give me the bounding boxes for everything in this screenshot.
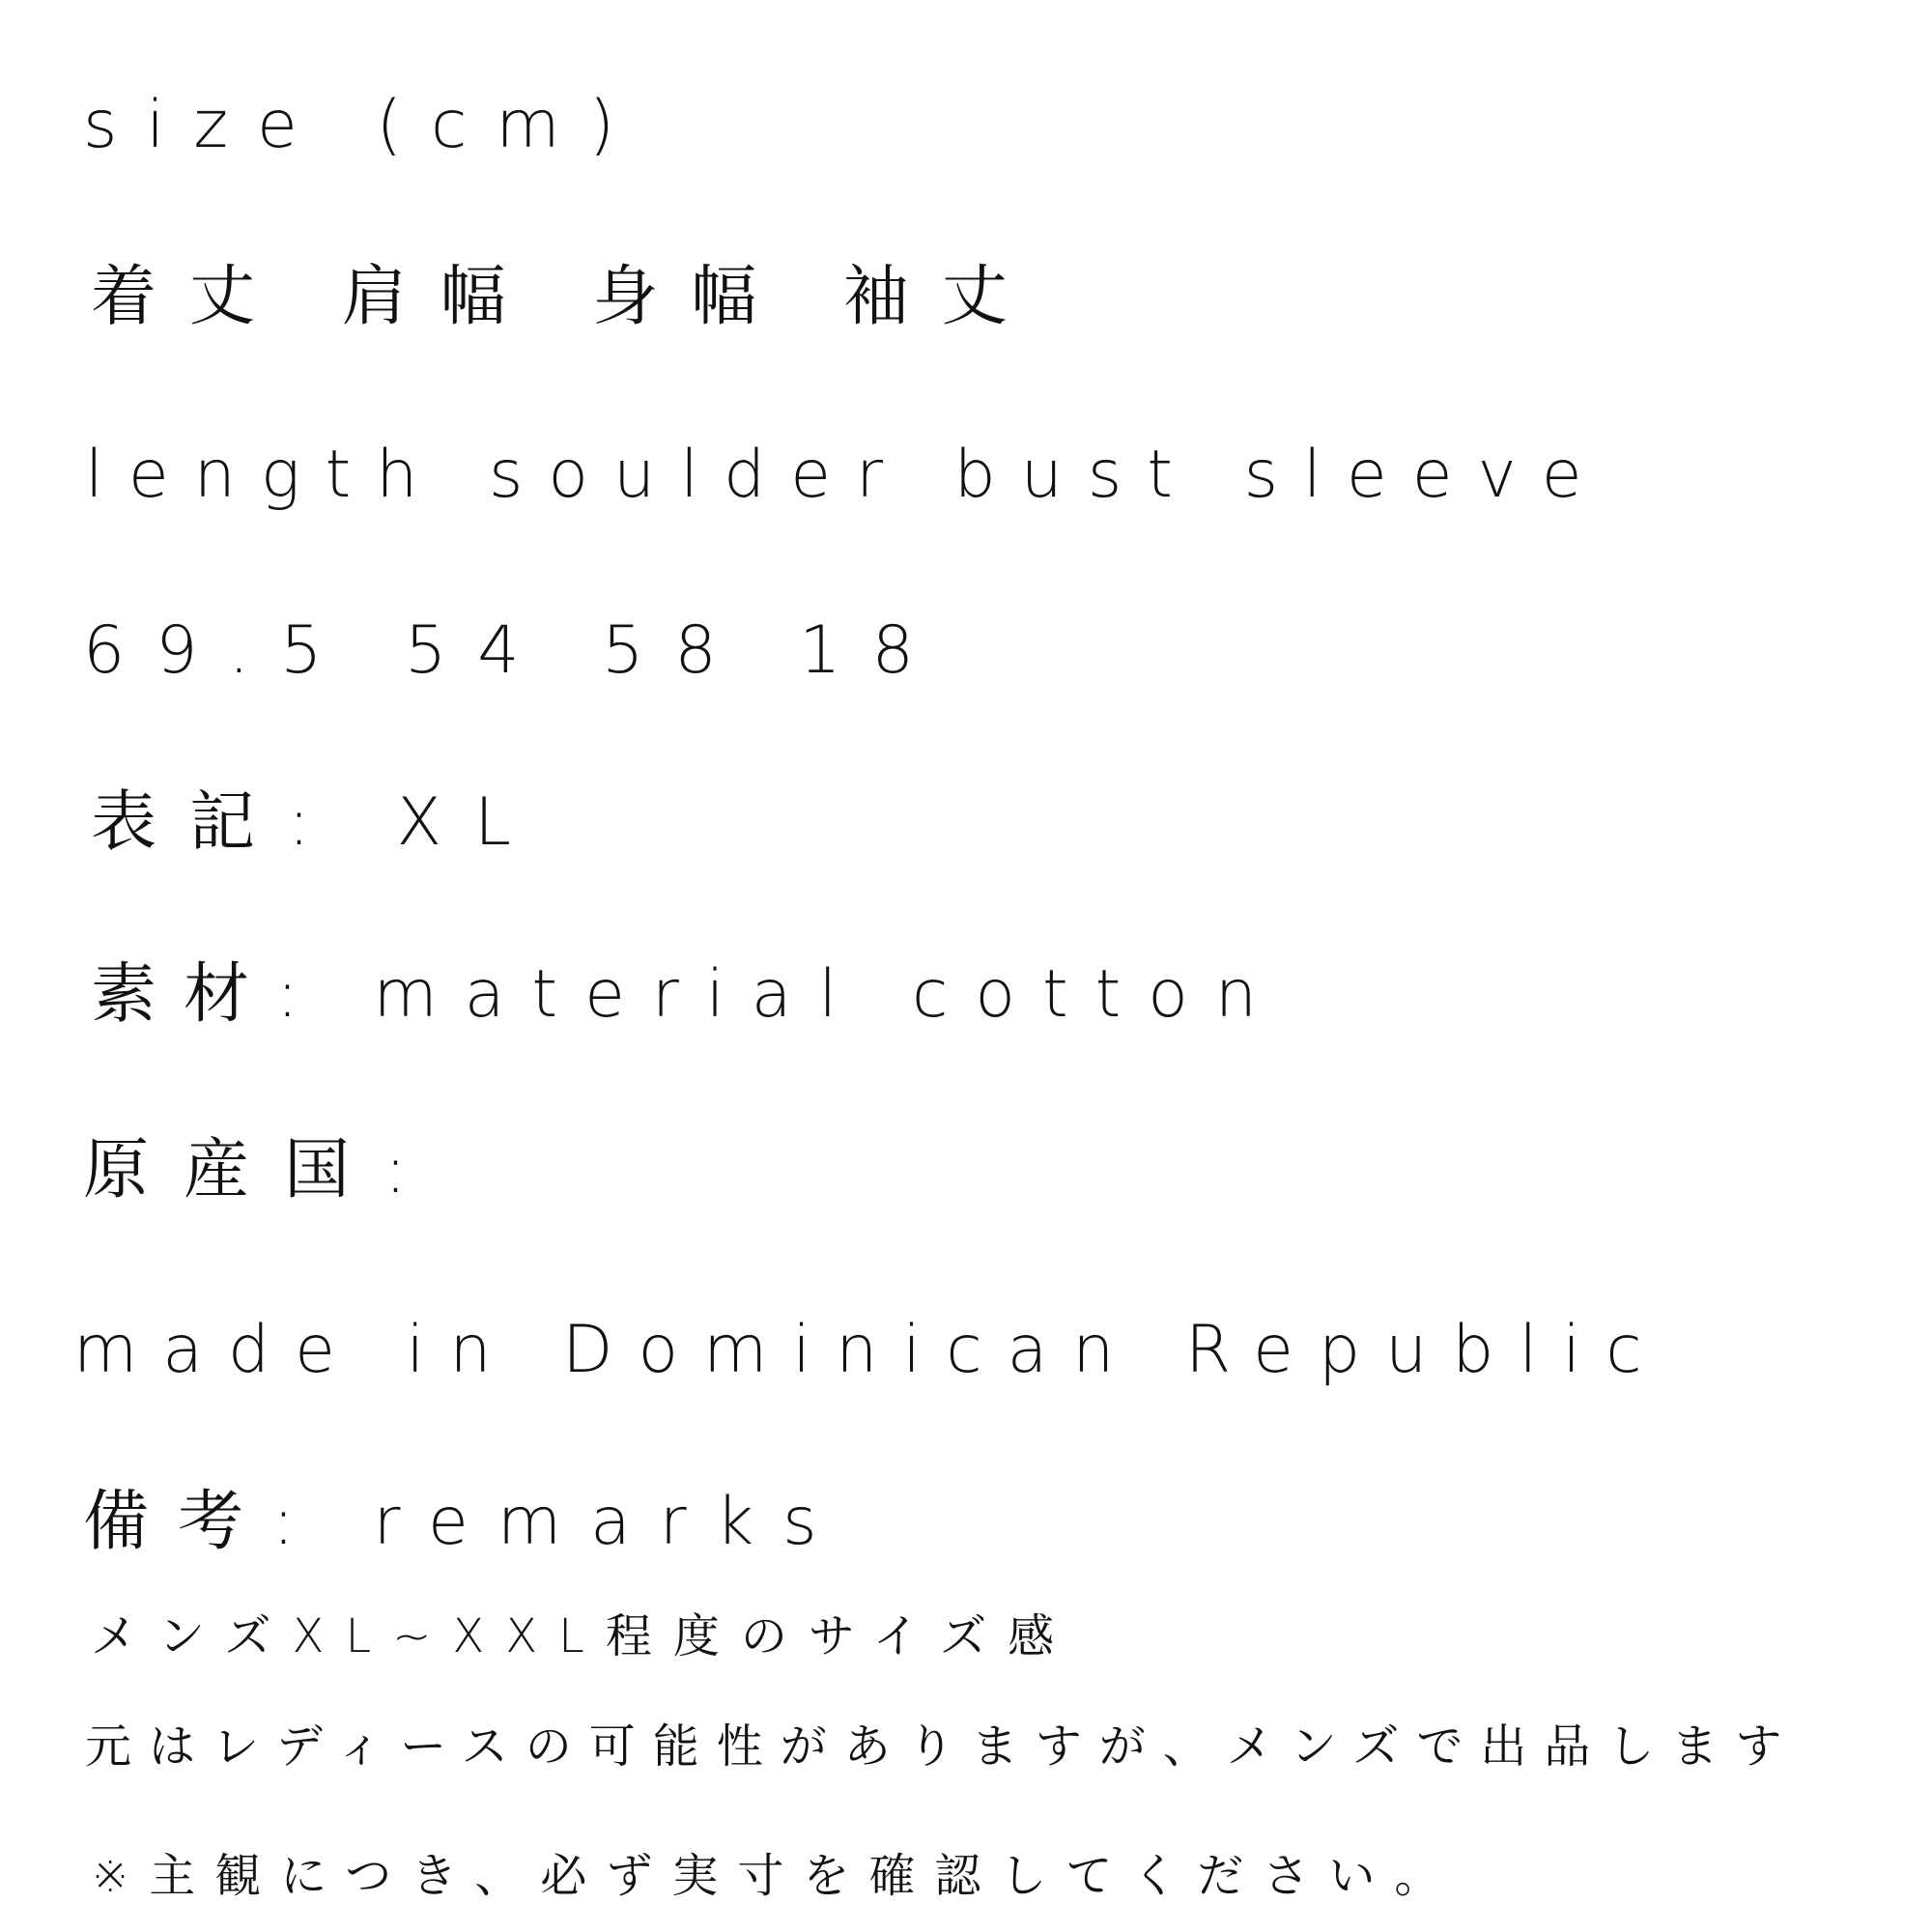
origin-value: made in Dominican Republic <box>73 1312 1667 1388</box>
remarks-label: 備考: remarks <box>83 1484 846 1560</box>
remark-note-disclaimer: ※主観につき、必ず実寸を確認してください。 <box>91 1849 1461 1903</box>
remark-note-fit: メンズXL~XXL程度のサイズ感 <box>91 1609 1076 1663</box>
remark-note-gender: 元はレディースの可能性がありますが、メンズで出品します <box>85 1719 1800 1774</box>
measurement-values: 69.5 54 58 18 <box>83 612 945 689</box>
material-line: 素材: material cotton <box>91 956 1284 1033</box>
measurement-headers-english: length soulder bust sleeve <box>85 437 1607 513</box>
measurement-headers-japanese: 着丈 肩幅 身幅 袖丈 <box>91 259 1040 335</box>
size-label-line: 表記: XL <box>91 784 544 861</box>
origin-label: 原産国: <box>83 1132 441 1208</box>
size-heading: size (cm) <box>83 87 644 163</box>
